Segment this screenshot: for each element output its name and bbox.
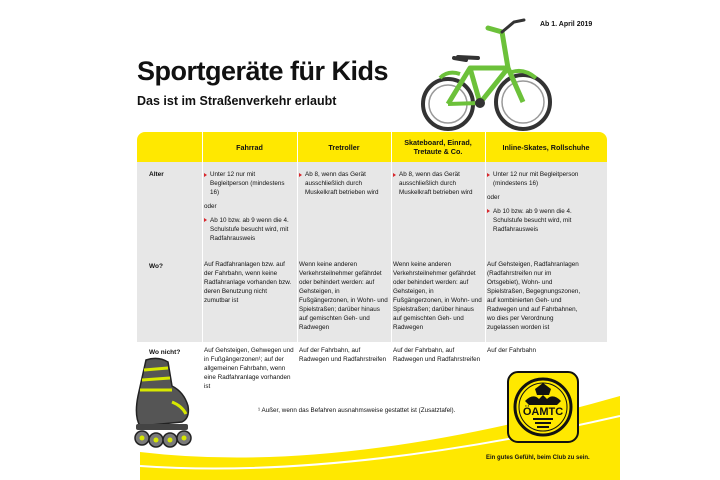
column-divider <box>391 132 392 400</box>
column-header-tretroller: Tretroller <box>297 132 391 162</box>
cell-alter-tretroller-bullet: Ab 8, wenn das Gerät ausschließlich durch Muskelkraft betrieben wird <box>299 171 389 198</box>
slogan: Ein gutes Gefühl, beim Club zu sein. <box>486 455 590 461</box>
cell-wonicht-skateboard: Auf der Fahrbahn, auf Radwegen und Radfahrstreifen <box>393 347 481 363</box>
header-corner <box>137 132 202 162</box>
column-divider <box>297 132 298 400</box>
row-label-wo: Wo? <box>149 263 163 270</box>
oeamtc-logo <box>507 371 579 443</box>
cell-alter-fahrrad-bullet-2: Ab 10 bzw. ab 9 wenn die 4. Schulstufe besucht wird, mit Radfahrausweis <box>204 217 294 244</box>
row-label-alter: Alter <box>149 171 164 178</box>
column-header-inline-skates: Inline-Skates, Rollschuhe <box>485 132 607 162</box>
column-divider <box>202 132 203 400</box>
cell-alter-inline <box>487 171 585 235</box>
cell-alter-fahrrad-or: oder <box>204 202 217 210</box>
date-label: Ab 1. April 2019 <box>540 21 593 28</box>
cell-wo-skateboard: Wenn keine anderen Verkehrsteilnehmer gefährdet oder behindert werden: auf Gehsteigen, in Fußgängerzonen, in Wohn- und Spielstraßen; darüber hinaus auf gemischten Geh- und Radwegen <box>393 261 482 331</box>
cell-wo-fahrrad: Auf Radfahranlagen bzw. auf der Fahrbahn, wenn keine Radfahranlage vorhanden bzw. deren Benutzung nicht zumutbar ist <box>204 261 292 304</box>
footnote: ¹ Außer, wenn das Befahren ausnahmsweise gestattet ist (Zusatztafel). <box>258 407 456 414</box>
cell-alter-tretroller <box>299 171 389 198</box>
cell-alter-skateboard <box>393 171 483 198</box>
column-header-skateboard: Skateboard, Einrad, Tretaute & Co. <box>391 132 485 162</box>
cell-wonicht-inline: Auf der Fahrbahn <box>487 347 537 354</box>
inline-skate-illustration <box>128 356 196 452</box>
page-title: Sportgeräte für Kids <box>137 56 389 86</box>
table-row-alter <box>137 162 607 254</box>
row-label-wo-nicht: Wo nicht? <box>149 349 181 356</box>
column-divider <box>485 132 486 400</box>
cell-alter-fahrrad <box>204 171 294 244</box>
cell-alter-skateboard-bullet: Ab 8, wenn das Gerät ausschließlich durch Muskelkraft betrieben wird <box>393 171 483 198</box>
cell-wonicht-fahrrad: Auf Gehsteigen, Gehwegen und in Fußgängerzonen¹; auf der allgemeinen Fahrbahn, wenn eine Radfahranlage vorhanden ist <box>204 347 294 390</box>
bicycle-illustration <box>418 8 558 136</box>
rules-table <box>137 132 607 400</box>
cell-alter-inline-or: oder <box>487 193 500 201</box>
cell-wonicht-tretroller: Auf der Fahrbahn, auf Radwegen und Radfahrstreifen <box>299 347 387 363</box>
page-subtitle: Das ist im Straßenverkehr erlaubt <box>137 94 337 108</box>
cell-alter-fahrrad-bullet-1: Unter 12 nur mit Begleitperson (mindestens 16) <box>204 171 294 198</box>
table-row-wo <box>137 254 607 342</box>
cell-alter-inline-bullet-1: Unter 12 nur mit Begleitperson (mindestens 16) <box>487 171 585 189</box>
oeamtc-logo-text: ÖAMTC <box>522 406 564 418</box>
column-header-fahrrad: Fahrrad <box>202 132 297 162</box>
cell-wo-tretroller: Wenn keine anderen Verkehrsteilnehmer gefährdet oder behindert werden: auf Gehsteigen, in Fußgängerzonen, in Wohn- und Spielstraßen; darüber hinaus auf gemischten Geh- und Radwegen <box>299 261 388 331</box>
cell-alter-inline-bullet-2: Ab 10 bzw. ab 9 wenn die 4. Schulstufe besucht wird, mit Radfahrausweis <box>487 208 585 235</box>
cell-wo-inline: Auf Gehsteigen, Radfahranlagen (Radfahrstreifen nur im Ortsgebiet), Wohn- und Spielstraßen, Begegnungszonen, auf kombinierten Geh- und Radwegen und auf Fahrbahnen, wo dies per Verordnung zugelassen worden ist <box>487 261 581 331</box>
